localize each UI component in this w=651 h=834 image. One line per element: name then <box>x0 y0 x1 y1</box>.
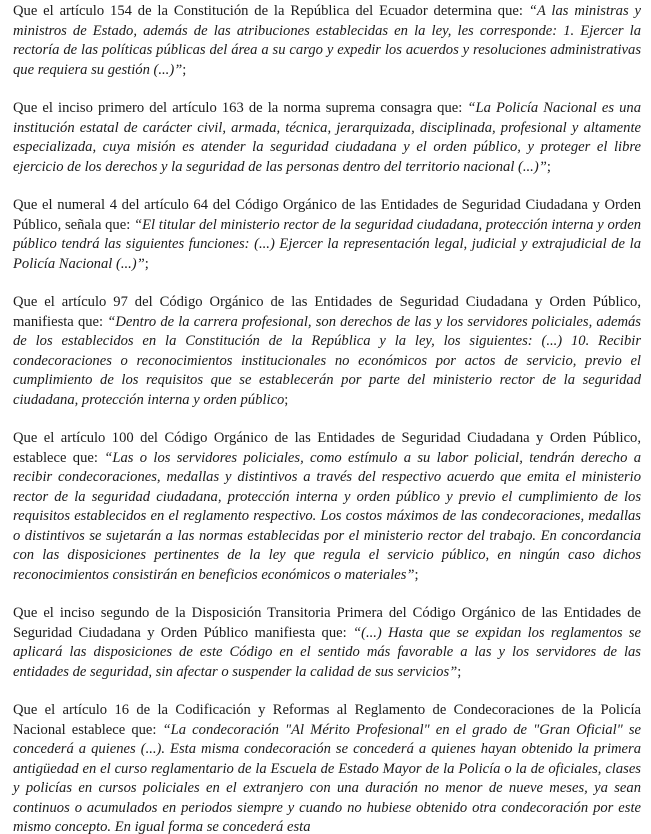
paragraph-tail: ; <box>546 158 551 175</box>
quoted-text: “El titular del ministerio rector de la seguridad ciudadana, protección interna y orden público tendrá las siguientes funciones: (...) Ejercer la representación legal, judicial y extrajudicial de la Policía Nacional (...)” <box>13 216 641 272</box>
paragraph-intro: Que el artículo 97 del Código Orgánico de las Entidades de Seguridad Ciudadana y Orden Público, manifiesta que: <box>13 294 641 330</box>
quoted-text: “Las o los servidores policiales, como estímulo a su labor policial, tendrán derecho a recibir condecoraciones, medallas y distintivos a través del respectivo acuerdo que emita el ministerio rector de la seguridad ciudadana, protección interna y orden público y previo el cumplimiento de los requisitos establecidos en el reglamento respectivo. Los costos máximos de las condecoraciones, medallas o distintivos se sujetarán a las normas establecidas por el ministerio rector del trabajo. En concordancia con las disposiciones pertinentes de la ley que regula el servicio público, en ningún caso dichos reconocimientos consistirán en beneficios económicos o materiales” <box>13 449 641 583</box>
quoted-text: “La Policía Nacional es una institución estatal de carácter civil, armada, técnica, jerarquizada, disciplinada, profesional y altamente especializada, cuya misión es atender la seguridad ciudadana y el orden público, y proteger el libre ejercicio de los derechos y la seguridad de las personas dentro del territorio nacional (...)” <box>13 100 642 175</box>
paragraph-article-64 <box>13 196 641 274</box>
quoted-text: “Dentro de la carrera profesional, son derechos de las y los servidores policiales, además de los establecidos en la Constitución de la República y la ley, los siguientes: (...) 10. Recibir condecoraciones o reconocimientos institucionales no económicos por actos de servicio, previo el cumplimiento de los requisitos que se establecerán por parte del ministerio rector de la seguridad ciudadana, protección interna y orden público <box>13 313 641 408</box>
paragraph-article-154 <box>13 2 641 80</box>
paragraph-tail: ; <box>182 61 187 78</box>
paragraph-intro: Que el inciso primero del artículo 163 de la norma suprema consagra que: <box>13 100 468 116</box>
paragraph-article-163 <box>13 99 641 177</box>
paragraph-article-97 <box>13 293 641 410</box>
paragraph-transitory-provision <box>13 604 641 682</box>
paragraph-tail: ; <box>414 566 419 583</box>
paragraph-intro: Que el artículo 16 de la Codificación y Reformas al Reglamento de Condecoraciones de la Policía Nacional establece que: <box>13 702 641 738</box>
quoted-text: “(...) Hasta que se expidan los reglamentos se aplicará las disposiciones de este Código en el sentido más favorable a las y los servidores de las entidades de seguridad, sin afectar o suspender la calidad de sus servicios” <box>13 624 641 680</box>
paragraph-tail: ; <box>144 255 149 272</box>
paragraph-tail: ; <box>284 391 289 408</box>
paragraph-intro: Que el inciso segundo de la Disposición Transitoria Primera del Código Orgánico de las Entidades de Seguridad Ciudadana y Orden Público manifiesta que: <box>13 605 641 641</box>
paragraph-article-16 <box>13 701 641 834</box>
paragraph-intro: Que el artículo 100 del Código Orgánico de las Entidades de Seguridad Ciudadana y Orden Público, establece que: <box>13 430 641 466</box>
paragraph-tail: ; <box>457 663 462 680</box>
quoted-text: “La condecoración "Al Mérito Profesional" en el grado de "Gran Oficial" se concederá a quienes (...). Esta misma condecoración se concederá a quienes hayan obtenido la primera antigüedad en el curso reglamentario de la Escuela de Estado Mayor de la Policía o la de oficiales, clases y policías en cursos policiales en el extranjero con una duración no menor de nueve meses, ya sean continuos o acumulados en periodos siempre y cuando no hubiese obtenido otra condecoración por este mismo concepto. En igual forma se concederá esta <box>13 721 642 834</box>
paragraph-intro: Que el numeral 4 del artículo 64 del Código Orgánico de las Entidades de Seguridad Ciudadana y Orden Público, señala que: <box>13 197 641 233</box>
paragraph-article-100 <box>13 429 641 585</box>
paragraph-intro: Que el artículo 154 de la Constitución de la República del Ecuador determina que: <box>13 3 529 19</box>
quoted-text: “A las ministras y ministros de Estado, además de las atribuciones establecidas en la ley, les corresponde: 1. Ejercer la rectoría de las políticas públicas del área a su cargo y expedir los acuerdos y resoluciones administrativas que requiera su gestión (...)” <box>13 3 641 78</box>
